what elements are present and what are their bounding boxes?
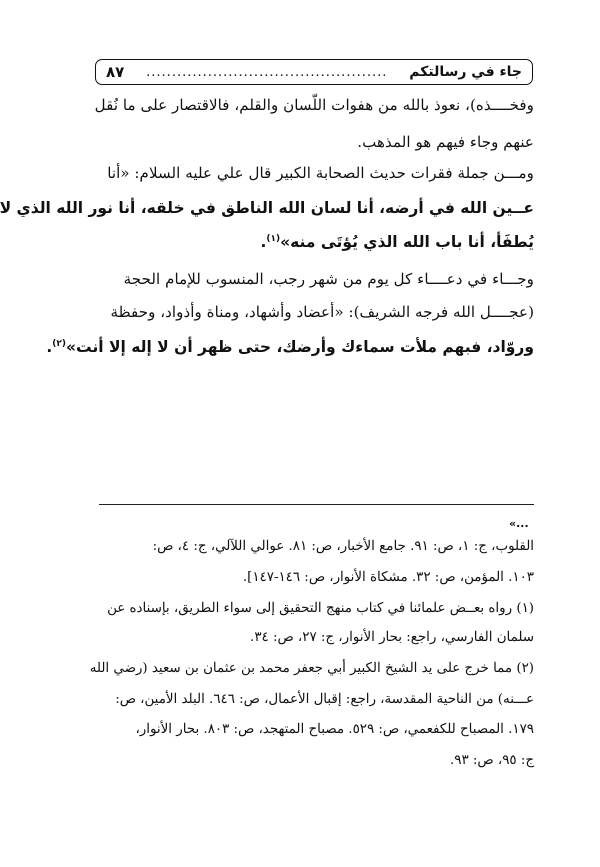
footnote-line-8: ج: ٩٥، ص: ٩٣.	[449, 753, 534, 768]
running-header	[95, 59, 533, 85]
body-line-7-text: (عجــــل الله فرجه الشريف): «أعضاد وأشهاد، ومناة وأذواد، وحفظة	[110, 303, 534, 321]
body-line-4: عــين الله في أرضه، أنا لسان الله الناطق في خلقه، أنا نور الله الذي لا	[0, 199, 534, 217]
footnote-divider	[99, 504, 534, 505]
body-line-2: عنهم وجاء فيهم هو المذهب.	[357, 133, 534, 151]
main-text	[0, 94, 534, 394]
page-number: ٨٧	[106, 63, 125, 81]
continuation-marker: «...	[509, 517, 529, 530]
body-line-7	[98, 303, 534, 321]
footnote-line-2: ١٠٣. المؤمن، ص: ٣٢. مشكاة الأنوار، ص: ١٤٦-١٤٧].	[242, 570, 534, 585]
header-title: جاء في رسالتكم	[409, 64, 522, 80]
footnote-ref-2: (٢)	[52, 338, 67, 349]
body-line-3: ومـــن جملة فقرات حديث الصحابة الكبير قال علي عليه السلام: «أنا	[107, 164, 534, 182]
body-line-1: وفخــــذه)، نعوذ بالله من هفوات اللّسان والقلم، فالاقتصار على ما نُقل	[94, 96, 534, 114]
footnote-line-7: ١٧٩. المصباح للكفعمي، ص: ٥٢٩. مصباح المتهجد، ص: ٨٠٣. بحار الأنوار،	[135, 722, 534, 737]
body-line-8: وروّاد، فبهم ملأت سماءك وأرضك، حتى ظهر أن لا إله إلا أنت»$^{(٢)}$.	[46, 338, 534, 356]
footnote-ref-1: (١)	[266, 233, 281, 244]
footnote-line-5: (٢) مما خرج على يد الشيخ الكبير أبي جعفر محمد بن عثمان بن سعيد (رضي الله	[89, 661, 534, 676]
header-leader-dots: ...............................................	[146, 64, 388, 80]
body-line-6: وجـــاء في دعــــاء كل يوم من شهر رجب، المنسوب للإمام الحجة	[123, 270, 534, 288]
footnote-line-3: (١) رواه بعــض علمائنا في كتاب منهج التحقيق إلى سواء الطريق، بإسناده عن	[107, 601, 534, 616]
footnote-line-4: سلمان الفارسي، راجع: بحار الأنوار، ج: ٢٧، ص: ٣٤.	[250, 630, 534, 645]
footnote-line-1: القلوب، ج: ١، ص: ٩١. جامع الأخبار، ص: ٨١. عوالي اللآلي، ج: ٤، ص:	[152, 539, 534, 554]
footnote-line-6: عـــنه) من الناحية المقدسة، راجع: إقبال الأعمال، ص: ٦٤٦. البلد الأمين، ص:	[115, 692, 534, 707]
body-line-5: يُطفَأ، أنا باب الله الذي يُؤتَى منه»$^{(١)}$.	[260, 233, 534, 251]
